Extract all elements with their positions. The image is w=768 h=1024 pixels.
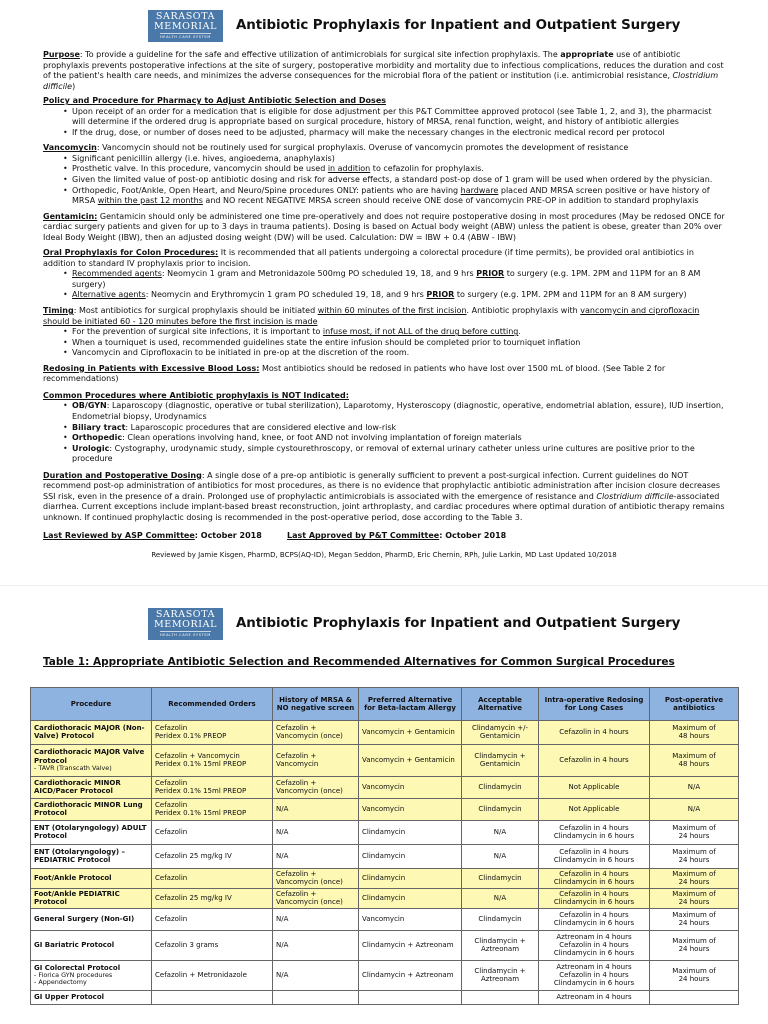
cell-recommended-orders: Cefazolin Peridex 0.1% 15ml PREOP bbox=[152, 776, 273, 798]
pt-label: Last Approved by P&T Committee bbox=[287, 531, 440, 541]
purpose-paragraph bbox=[43, 50, 725, 92]
policy-title: Policy and Procedure for Pharmacy to Adjust Antibiotic Selection and Doses bbox=[43, 96, 387, 106]
cell-mrsa: N/A bbox=[273, 798, 359, 820]
item-text: : Laparoscopy (diagnostic, operative or tubal sterilization), Laparotomy, Hysteroscopy (diagnostic, operative, endometrial ablation, essure), IUD insertion, Endometrial biopsy, Urodynamics bbox=[72, 401, 724, 421]
table-1-title: Table 1: Appropriate Antibiotic Selection and Recommended Alternatives for Common Surgical Procedures bbox=[43, 656, 675, 668]
cell-acceptable-alternative bbox=[462, 990, 539, 1004]
cell-preferred-alternative: Clindamycin bbox=[359, 868, 462, 888]
table-row bbox=[31, 744, 739, 776]
cell-preferred-alternative: Clindamycin bbox=[359, 844, 462, 868]
cell-preferred-alternative: Vancomycin + Gentamicin bbox=[359, 720, 462, 744]
cell-recommended-orders: Cefazolin 3 grams bbox=[152, 930, 273, 960]
not-indicated-title: Common Procedures where Antibiotic prophylaxis is NOT Indicated: bbox=[43, 390, 349, 400]
table-header-row bbox=[31, 687, 739, 720]
timing-text: : Most antibiotics for surgical prophylaxis should be initiated bbox=[73, 306, 318, 316]
cell-preferred-alternative: Clindamycin bbox=[359, 888, 462, 908]
purpose-text-3: ) bbox=[72, 81, 76, 91]
cell-recommended-orders: Cefazolin 25 mg/kg IV bbox=[152, 888, 273, 908]
cell-recommended-orders: Cefazolin Peridex 0.1% PREOP bbox=[152, 720, 273, 744]
hospital-logo bbox=[148, 10, 223, 42]
purpose-emph: appropriate bbox=[560, 50, 614, 59]
col-header-recommended: Recommended Orders bbox=[152, 687, 273, 720]
not-indicated-item bbox=[63, 444, 725, 465]
oral-prior: PRIOR bbox=[426, 290, 455, 300]
timing-b1u: infuse most, if not ALL of the drug before cutting bbox=[322, 327, 519, 337]
vanco-b2b: to cefazolin for prophylaxis. bbox=[370, 164, 484, 174]
cell-postop: Maximum of 24 hours bbox=[650, 844, 739, 868]
table-row bbox=[31, 888, 739, 908]
cell-redosing: Cefazolin in 4 hours bbox=[539, 744, 650, 776]
timing-bullet: • Vancomycin and Ciprofloxacin to be initiated in pre-op at the discretion of the room. bbox=[63, 348, 725, 359]
duration-label: Duration and Postoperative Dosing bbox=[43, 470, 202, 480]
table-row bbox=[31, 908, 739, 930]
vancomycin-bullet bbox=[63, 186, 725, 207]
vanco-b4c: and NO recent NEGATIVE MRSA screen should receive ONE dose of vancomycin PRE-OP in addition to standard prophylaxis bbox=[202, 196, 699, 206]
timing-bullet bbox=[63, 327, 725, 338]
cell-mrsa: N/A bbox=[273, 820, 359, 844]
purpose-italic: Clostridium difficile bbox=[43, 71, 719, 91]
cell-acceptable-alternative: Clindamycin + Gentamicin bbox=[462, 744, 539, 776]
not-indicated-item bbox=[63, 401, 725, 422]
logo-line-2: MEMORIAL bbox=[153, 619, 218, 631]
cell-procedure: ENT (Otolaryngology) – PEDIATRIC Protocol bbox=[31, 844, 152, 868]
table-row bbox=[31, 720, 739, 744]
cell-postop: Maximum of 24 hours bbox=[650, 930, 739, 960]
cell-redosing: Aztreonam in 4 hours bbox=[539, 990, 650, 1004]
cell-acceptable-alternative: Clindamycin +/- Gentamicin bbox=[462, 720, 539, 744]
cell-postop: Maximum of 24 hours bbox=[650, 960, 739, 990]
cell-recommended-orders: Cefazolin bbox=[152, 868, 273, 888]
purpose-label: Purpose bbox=[43, 50, 80, 59]
gentamicin-paragraph bbox=[43, 212, 725, 244]
not-indicated-item bbox=[63, 433, 725, 444]
purpose-text: : To provide a guideline for the safe and effective utilization of antimicrobials for surgical site infection prophylaxis. The bbox=[79, 50, 561, 59]
vanco-b4u2: within the past 12 months bbox=[97, 196, 203, 206]
timing-u1: within 60 minutes of the first incision bbox=[317, 306, 467, 316]
timing-u2: vancomycin and ciprofloxacin should be initiated 60 - 120 minutes before the first incision is made bbox=[43, 306, 700, 326]
asp-label: Last Reviewed by ASP Committee bbox=[43, 531, 195, 541]
item-text: : Clean operations involving hand, knee, or foot AND not involving implantation of foreign materials bbox=[122, 433, 522, 443]
reviewers-line: Reviewed by Jamie Kisgen, PharmD, BCPS(AQ-ID), Megan Seddon, PharmD, Eric Chernin, RPh, Julie Larkin, MD Last Updated 10/2018 bbox=[151, 550, 617, 559]
oral-recommended-text: : Neomycin 1 gram and Metronidazole 500mg PO scheduled 19, 18, and 9 hrs bbox=[161, 269, 477, 279]
vancomycin-bullet: • Given the limited value of post-op antibiotic dosing and risk for adverse effects, a standard post-op dose of 1 gram will be used when ordered by the physician. bbox=[63, 175, 725, 186]
cell-recommended-orders: Cefazolin 25 mg/kg IV bbox=[152, 844, 273, 868]
cell-acceptable-alternative: Clindamycin + Aztreonam bbox=[462, 960, 539, 990]
cell-acceptable-alternative: Clindamycin bbox=[462, 776, 539, 798]
vancomycin-paragraph bbox=[43, 143, 725, 154]
timing-label: Timing bbox=[43, 306, 74, 316]
vanco-b4a: Orthopedic, Foot/Ankle, Open Heart, and Neuro/Spine procedures ONLY: patients who are having bbox=[72, 185, 461, 195]
cell-redosing: Cefazolin in 4 hours Clindamycin in 6 hours bbox=[539, 844, 650, 868]
vancomycin-list bbox=[63, 154, 725, 207]
cell-procedure: Cardiothoracic MINOR AICD/Pacer Protocol bbox=[31, 776, 152, 798]
oral-list bbox=[63, 269, 725, 301]
gentamicin-label: Gentamicin: bbox=[43, 211, 98, 221]
cell-preferred-alternative: Vancomycin bbox=[359, 798, 462, 820]
gentamicin-text: Gentamicin should only be administered one time pre-operatively and does not require postoperative dosing in most procedures (May be redosed ONCE for cardiac surgery patients and given for up to 3 days in trauma patients). Dosing is based on Actual body weight (ABW) unless the patient is obese, greater than 20% over Ideal Body Weight (IBW), then an adjusted dosing weight (DW) will be used. Calculation: DW = IBW + 0.4 (ABW - IBW) bbox=[43, 211, 725, 242]
oral-prior: PRIOR bbox=[476, 269, 505, 279]
cell-recommended-orders: Cefazolin + Vancomycin Peridex 0.1% 15ml PREOP bbox=[152, 744, 273, 776]
cell-acceptable-alternative: Clindamycin bbox=[462, 798, 539, 820]
procedure-subitems: - Fiorica GYN procedures - Appendectomy bbox=[34, 970, 113, 987]
col-header-postop: Post-operative antibiotics bbox=[650, 687, 739, 720]
cell-procedure: General Surgery (Non-GI) bbox=[31, 908, 152, 930]
cell-acceptable-alternative: Clindamycin bbox=[462, 908, 539, 930]
redosing-label: Redosing in Patients with Excessive Blood Loss: bbox=[43, 363, 260, 373]
cell-preferred-alternative bbox=[359, 990, 462, 1004]
item-label: Urologic bbox=[72, 443, 110, 453]
table-row bbox=[31, 930, 739, 960]
cell-mrsa bbox=[273, 990, 359, 1004]
cell-acceptable-alternative: Clindamycin bbox=[462, 868, 539, 888]
cell-mrsa: N/A bbox=[273, 844, 359, 868]
oral-recommended-text-2: to surgery (e.g. 1PM. 2PM and 11PM for an 8 AM surgery) bbox=[72, 269, 701, 289]
cell-postop: Maximum of 48 hours bbox=[650, 744, 739, 776]
cell-recommended-orders: Cefazolin Peridex 0.1% 15ml PREOP bbox=[152, 798, 273, 820]
item-label: Orthopedic bbox=[72, 433, 123, 443]
cell-mrsa: Cefazolin + Vancomycin (once) bbox=[273, 720, 359, 744]
cell-redosing: Aztreonam in 4 hours Cefazolin in 4 hours Clindamycin in 6 hours bbox=[539, 960, 650, 990]
cell-procedure: Cardiothoracic MINOR Lung Protocol bbox=[31, 798, 152, 820]
cell-acceptable-alternative: N/A bbox=[462, 844, 539, 868]
cell-redosing: Aztreonam in 4 hours Cefazolin in 4 hours Clindamycin in 6 hours bbox=[539, 930, 650, 960]
vanco-b4b: placed AND MRSA screen positive or have history of MRSA bbox=[72, 185, 710, 206]
cell-mrsa: Cefazolin + Vancomycin (once) bbox=[273, 868, 359, 888]
cell-preferred-alternative: Vancomycin + Gentamicin bbox=[359, 744, 462, 776]
policy-list bbox=[63, 107, 725, 139]
cell-procedure: Cardiothoracic MAJOR Valve Protocol - TAVR (Transcath Valve) bbox=[31, 744, 152, 776]
page-header bbox=[148, 608, 738, 640]
timing-b1b: . bbox=[518, 327, 521, 337]
cell-recommended-orders bbox=[152, 990, 273, 1004]
review-dates bbox=[43, 531, 725, 542]
table-row bbox=[31, 868, 739, 888]
oral-alternative-text: : Neomycin and Erythromycin 1 gram PO scheduled 19, 18, and 9 hrs bbox=[145, 290, 427, 300]
cell-mrsa: Cefazolin + Vancomycin bbox=[273, 744, 359, 776]
duration-italic: Clostridium difficile bbox=[596, 491, 674, 501]
cell-procedure: Cardiothoracic MAJOR (Non-Valve) Protocol bbox=[31, 720, 152, 744]
logo-line-2: MEMORIAL bbox=[153, 21, 218, 33]
cell-preferred-alternative: Clindamycin bbox=[359, 820, 462, 844]
oral-alternative-text-2: to surgery (e.g. 1PM. 2PM and 11PM for an 8 AM surgery) bbox=[454, 290, 687, 300]
duration-text: : A single dose of a pre-op antibiotic is generally sufficient to prevent a post-surgical infection. Current guidelines do NOT recommend post-op administration of antibiotics for most procedures, as there is no evidence that prophylactic antibiotic administration after incision closure decreases SSI risk, even in the presence of a drain. Prolonged use of prophylactic antimicrobials is associated with the emergence of resistance and bbox=[43, 470, 721, 501]
cell-redosing: Cefazolin in 4 hours Clindamycin in 6 hours bbox=[539, 868, 650, 888]
cell-mrsa: N/A bbox=[273, 930, 359, 960]
duration-paragraph bbox=[43, 471, 725, 524]
vanco-b2u: in addition bbox=[327, 164, 371, 174]
oral-prophylaxis-paragraph bbox=[43, 248, 725, 269]
vancomycin-bullet bbox=[63, 164, 725, 175]
pt-approval bbox=[287, 531, 506, 542]
document-title: Antibiotic Prophylaxis for Inpatient and Outpatient Surgery bbox=[236, 18, 681, 34]
asp-review bbox=[43, 531, 287, 542]
vancomycin-label: Vancomycin bbox=[43, 143, 97, 153]
cell-postop: Maximum of 24 hours bbox=[650, 908, 739, 930]
table-row bbox=[31, 844, 739, 868]
oral-bullet bbox=[63, 269, 725, 290]
cell-postop: Maximum of 48 hours bbox=[650, 720, 739, 744]
item-label: Biliary tract bbox=[72, 422, 126, 432]
cell-mrsa: Cefazolin + Vancomycin (once) bbox=[273, 888, 359, 908]
cell-redosing: Not Applicable bbox=[539, 776, 650, 798]
col-header-preferred-alt: Preferred Alternative for Beta-lactam Allergy bbox=[359, 687, 462, 720]
table-row bbox=[31, 960, 739, 990]
vanco-b2a: Prosthetic valve. In this procedure, vancomycin should be used bbox=[72, 164, 328, 174]
cell-procedure: GI Upper Protocol bbox=[31, 990, 152, 1004]
cell-acceptable-alternative: N/A bbox=[462, 888, 539, 908]
item-text: : Laparoscopic procedures that are considered elective and low-risk bbox=[125, 422, 397, 432]
cell-preferred-alternative: Vancomycin bbox=[359, 776, 462, 798]
col-header-redosing: Intra-operative Redosing for Long Cases bbox=[539, 687, 650, 720]
cell-postop: N/A bbox=[650, 798, 739, 820]
asp-date: : October 2018 bbox=[194, 531, 262, 541]
cell-redosing: Cefazolin in 4 hours bbox=[539, 720, 650, 744]
cell-acceptable-alternative: N/A bbox=[462, 820, 539, 844]
table-row bbox=[31, 798, 739, 820]
cell-redosing: Cefazolin in 4 hours Clindamycin in 6 hours bbox=[539, 820, 650, 844]
col-header-mrsa: History of MRSA & NO negative screen bbox=[273, 687, 359, 720]
timing-list bbox=[63, 327, 725, 359]
cell-recommended-orders: Cefazolin + Metronidazole bbox=[152, 960, 273, 990]
oral-alternative-label: Alternative agents bbox=[72, 290, 146, 300]
redosing-paragraph bbox=[43, 364, 725, 385]
cell-procedure: ENT (Otolaryngology) ADULT Protocol bbox=[31, 820, 152, 844]
duration-text-2: -associated diarrhea. Current exceptions include implant-based breast reconstruction, joint arthroplasty, and cardiac procedures where optimal duration of antibiotic therapy remains unknown. If continued prophylactic dosing is recommended in the post-operative period, dose according to the Table 3. bbox=[43, 491, 725, 522]
cell-procedure: Foot/Ankle PEDIATRIC Protocol bbox=[31, 888, 152, 908]
cell-postop: Maximum of 24 hours bbox=[650, 868, 739, 888]
logo-line-1: SARASOTA bbox=[155, 609, 216, 621]
item-text: : Cystography, urodynamic study, simple cystourethroscopy, or removal of external urinary catheter unless urine cultures are positive prior to the procedure bbox=[72, 443, 695, 464]
page-2 bbox=[0, 585, 768, 1024]
logo-line-3: HEALTH CARE SYSTEM bbox=[160, 633, 211, 638]
hospital-logo bbox=[148, 608, 223, 640]
cell-mrsa: N/A bbox=[273, 908, 359, 930]
vancomycin-bullet: • Significant penicillin allergy (i.e. hives, angioedema, anaphylaxis) bbox=[63, 154, 725, 165]
cell-procedure: Foot/Ankle Protocol bbox=[31, 868, 152, 888]
procedure-subitems: - TAVR (Transcath Valve) bbox=[34, 763, 112, 772]
col-header-acceptable-alt: Acceptable Alternative bbox=[462, 687, 539, 720]
cell-postop: N/A bbox=[650, 776, 739, 798]
not-indicated-item bbox=[63, 423, 725, 434]
col-header-procedure: Procedure bbox=[31, 687, 152, 720]
not-indicated-list bbox=[63, 401, 725, 464]
cell-procedure: GI Colorectal Protocol - Fiorica GYN procedures - Appendectomy bbox=[31, 960, 152, 990]
oral-recommended-label: Recommended agents bbox=[72, 269, 162, 279]
redosing-text: Most antibiotics should be redosed in patients who have lost over 1500 mL of blood. (See Table 2 for recommendations) bbox=[43, 363, 666, 384]
cell-procedure: GI Bariatric Protocol bbox=[31, 930, 152, 960]
cell-postop: Maximum of 24 hours bbox=[650, 888, 739, 908]
logo-line-3: HEALTH CARE SYSTEM bbox=[160, 35, 211, 40]
oral-text: It is recommended that all patients undergoing a colorectal procedure (if time permits), be provided oral antibiotics in addition to standard IV prophylaxis prior to incision. bbox=[43, 248, 694, 268]
timing-b1a: For the prevention of surgical site infections, it is important to bbox=[72, 327, 323, 337]
oral-label: Oral Prophylaxis for Colon Procedures: bbox=[43, 248, 219, 258]
cell-recommended-orders: Cefazolin bbox=[152, 820, 273, 844]
cell-preferred-alternative: Vancomycin bbox=[359, 908, 462, 930]
vancomycin-text: : Vancomycin should not be routinely used for surgical prophylaxis. Overuse of vancomycin promotes the development of resistance bbox=[96, 143, 629, 153]
table-row bbox=[31, 776, 739, 798]
cell-redosing: Not Applicable bbox=[539, 798, 650, 820]
page-header bbox=[148, 10, 725, 42]
policy-bullet: • If the drug, dose, or number of doses need to be adjusted, pharmacy will make the necessary changes in the electronic medical record per protocol bbox=[63, 128, 725, 139]
table-row bbox=[31, 820, 739, 844]
cell-preferred-alternative: Clindamycin + Aztreonam bbox=[359, 960, 462, 990]
pt-date: : October 2018 bbox=[439, 531, 507, 541]
item-label: OB/GYN bbox=[72, 401, 107, 411]
document-title: Antibiotic Prophylaxis for Inpatient and Outpatient Surgery bbox=[236, 616, 681, 632]
timing-text-2: . Antibiotic prophylaxis with bbox=[466, 306, 581, 316]
oral-bullet bbox=[63, 290, 725, 301]
cell-mrsa: N/A bbox=[273, 960, 359, 990]
cell-preferred-alternative: Clindamycin + Aztreonam bbox=[359, 930, 462, 960]
cell-postop bbox=[650, 990, 739, 1004]
logo-line-1: SARASOTA bbox=[155, 11, 216, 23]
policy-bullet: • Upon receipt of an order for a medication that is eligible for dose adjustment per this P&T Committee approved protocol (see Table 1, 2, and 3), the pharmacist will determine if the ordered drug is appropriate based on surgical procedure, history of MRSA, renal function, weight, and history of antibiotic allergies bbox=[63, 107, 725, 128]
cell-redosing: Cefazolin in 4 hours Clindamycin in 6 hours bbox=[539, 908, 650, 930]
cell-postop: Maximum of 24 hours bbox=[650, 820, 739, 844]
antibiotic-table bbox=[30, 687, 739, 1005]
cell-acceptable-alternative: Clindamycin + Aztreonam bbox=[462, 930, 539, 960]
timing-paragraph bbox=[43, 306, 725, 327]
cell-recommended-orders: Cefazolin bbox=[152, 908, 273, 930]
cell-mrsa: Cefazolin + Vancomycin (once) bbox=[273, 776, 359, 798]
timing-bullet: • When a tourniquet is used, recommended guidelines state the entire infusion should be completed prior to tourniquet inflation bbox=[63, 338, 725, 349]
table-body bbox=[31, 720, 739, 1004]
table-row bbox=[31, 990, 739, 1004]
purpose-text-2: use of antibiotic prophylaxis prevents postoperative infections at the site of surgery, postoperative morbidity and mortality due to infectious complications, reduces the duration and cost of the patient's health care needs, and minimizes the adverse consequences for the microbial flora of the patient or institution (i.e. antimicrobial resistance, bbox=[43, 50, 724, 81]
vanco-b4u: hardware bbox=[460, 185, 499, 195]
cell-redosing: Cefazolin in 4 hours Clindamycin in 6 hours bbox=[539, 888, 650, 908]
